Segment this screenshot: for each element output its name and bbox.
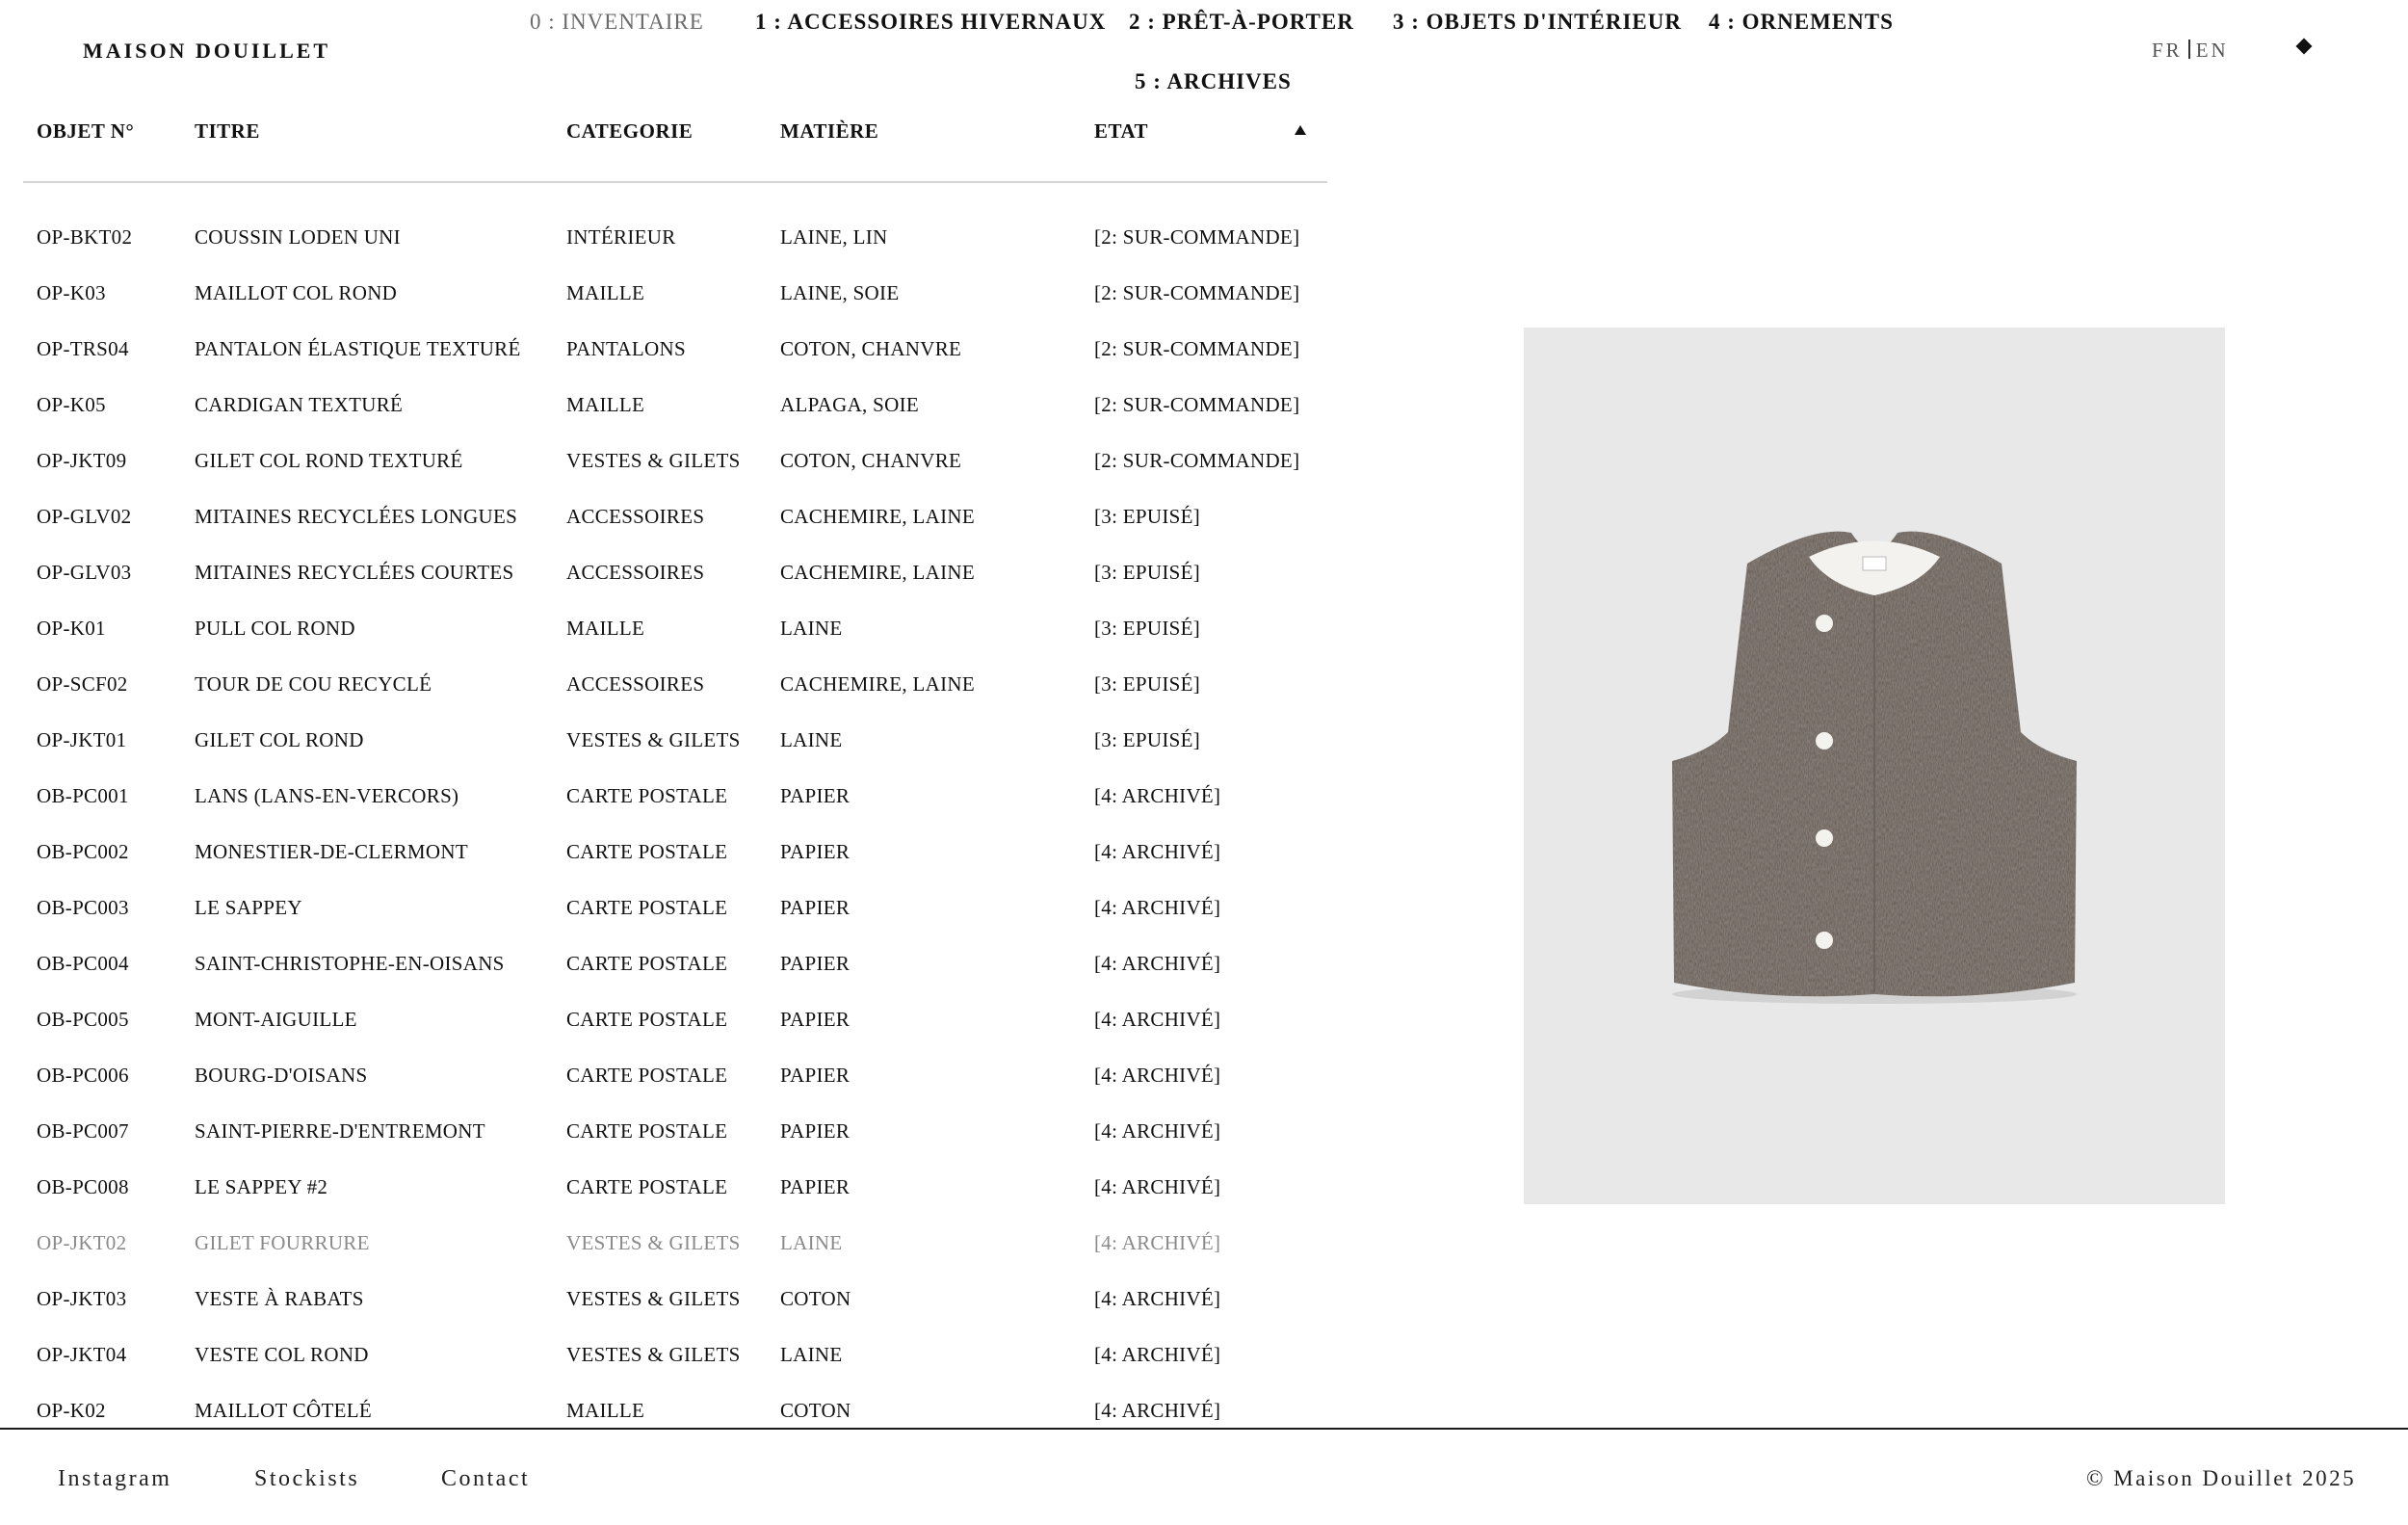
table-row[interactable] [23, 1383, 1327, 1428]
cell-categorie: CARTE POSTALE [566, 952, 728, 975]
cell-titre: MONESTIER-DE-CLERMONT [195, 840, 468, 863]
cell-categorie: PANTALONS [566, 337, 686, 360]
cell-categorie: MAILLE [566, 393, 645, 416]
cell-categorie: MAILLE [566, 617, 645, 640]
cell-titre: GILET COL ROND TEXTURÉ [195, 449, 463, 472]
table-row[interactable] [23, 1272, 1327, 1328]
cell-categorie: CARTE POSTALE [566, 1064, 728, 1087]
table-row[interactable] [23, 378, 1327, 434]
cell-categorie: MAILLE [566, 1399, 645, 1422]
table-row[interactable] [23, 1048, 1327, 1104]
cell-categorie: VESTES & GILETS [566, 449, 741, 472]
cell-titre: LE SAPPEY [195, 896, 302, 919]
table-row[interactable] [23, 210, 1327, 266]
cell-etat: [2: SUR-COMMANDE] [1094, 225, 1300, 249]
cell-titre: GILET FOURRURE [195, 1231, 370, 1254]
cell-etat: [4: ARCHIVÉ] [1094, 1008, 1221, 1031]
table-row[interactable] [23, 1328, 1327, 1383]
cell-titre: GILET COL ROND [195, 728, 364, 751]
cell-matiere: PAPIER [780, 952, 851, 975]
cell-titre: MONT-AIGUILLE [195, 1008, 357, 1031]
table-row[interactable] [23, 1216, 1327, 1272]
table-row[interactable] [23, 713, 1327, 769]
lang-en[interactable]: EN [2195, 39, 2229, 62]
cell-etat: [4: ARCHIVÉ] [1094, 1064, 1221, 1087]
cell-categorie: MAILLE [566, 281, 645, 304]
cell-objet: OB-PC002 [37, 840, 129, 863]
cell-categorie: ACCESSOIRES [566, 561, 705, 584]
cell-objet: OB-PC008 [37, 1175, 129, 1198]
cell-categorie: CARTE POSTALE [566, 840, 728, 863]
copyright: © Maison Douillet 2025 [2086, 1466, 2357, 1490]
table-row[interactable] [23, 936, 1327, 992]
cell-etat: [2: SUR-COMMANDE] [1094, 337, 1300, 360]
sort-ascending-icon[interactable] [1295, 125, 1306, 135]
cell-matiere: CACHEMIRE, LAINE [780, 561, 975, 584]
cell-titre: MITAINES RECYCLÉES LONGUES [195, 505, 518, 528]
cell-objet: OP-JKT03 [37, 1287, 127, 1310]
cell-etat: [2: SUR-COMMANDE] [1094, 449, 1300, 472]
table-row[interactable] [23, 1104, 1327, 1160]
cell-objet: OP-JKT02 [37, 1231, 127, 1254]
table-row[interactable] [23, 657, 1327, 713]
cell-titre: LE SAPPEY #2 [195, 1175, 328, 1198]
cell-categorie: VESTES & GILETS [566, 1287, 741, 1310]
cell-etat: [4: ARCHIVÉ] [1094, 1287, 1221, 1310]
cell-titre: TOUR DE COU RECYCLÉ [195, 672, 432, 696]
cell-matiere: LAINE [780, 728, 843, 751]
cell-titre: LANS (LANS-EN-VERCORS) [195, 784, 459, 807]
cell-objet: OP-K02 [37, 1399, 106, 1422]
nav-item-accessoires[interactable]: 1 : ACCESSOIRES HIVERNAUX [755, 10, 1107, 34]
cell-etat: [4: ARCHIVÉ] [1094, 896, 1221, 919]
table-row[interactable] [23, 769, 1327, 825]
cell-objet: OB-PC001 [37, 784, 129, 807]
header-matiere[interactable]: MATIÈRE [780, 119, 879, 143]
cell-objet: OP-K03 [37, 281, 106, 304]
cell-categorie: ACCESSOIRES [566, 505, 705, 528]
table-row[interactable] [23, 992, 1327, 1048]
cell-etat: [3: EPUISÉ] [1094, 728, 1201, 751]
cell-etat: [4: ARCHIVÉ] [1094, 1175, 1221, 1198]
cell-etat: [4: ARCHIVÉ] [1094, 840, 1221, 863]
main-nav [0, 0, 2408, 106]
cell-objet: OB-PC004 [37, 952, 129, 975]
cell-objet: OP-GLV02 [37, 505, 132, 528]
cell-categorie: ACCESSOIRES [566, 672, 705, 696]
cell-etat: [4: ARCHIVÉ] [1094, 952, 1221, 975]
cell-etat: [4: ARCHIVÉ] [1094, 1343, 1221, 1366]
cell-etat: [2: SUR-COMMANDE] [1094, 281, 1300, 304]
cell-matiere: COTON [780, 1287, 851, 1310]
cell-objet: OP-K05 [37, 393, 106, 416]
cell-categorie: VESTES & GILETS [566, 1231, 741, 1254]
cell-titre: PANTALON ÉLASTIQUE TEXTURÉ [195, 337, 521, 360]
footer [0, 1428, 2408, 1525]
cell-objet: OP-SCF02 [37, 672, 128, 696]
cell-categorie: CARTE POSTALE [566, 784, 728, 807]
cell-matiere: LAINE, SOIE [780, 281, 900, 304]
cell-objet: OB-PC003 [37, 896, 129, 919]
cell-titre: BOURG-D'OISANS [195, 1064, 368, 1087]
cell-categorie: CARTE POSTALE [566, 896, 728, 919]
cell-matiere: LAINE [780, 1231, 843, 1254]
cell-matiere: LAINE [780, 1343, 843, 1366]
table-row[interactable] [23, 266, 1327, 322]
table-row[interactable] [23, 881, 1327, 936]
cell-etat: [4: ARCHIVÉ] [1094, 784, 1221, 807]
table-row[interactable] [23, 322, 1327, 378]
cell-matiere: COTON, CHANVRE [780, 449, 962, 472]
cell-objet: OP-JKT09 [37, 449, 127, 472]
cell-matiere: PAPIER [780, 1175, 851, 1198]
table-row[interactable] [23, 1160, 1327, 1216]
nav-item-ornements[interactable]: 4 : ORNEMENTS [1709, 10, 1894, 34]
cell-matiere: LAINE, LIN [780, 225, 888, 249]
cell-categorie: INTÉRIEUR [566, 225, 676, 249]
cell-matiere: PAPIER [780, 1119, 851, 1143]
cell-matiere: COTON [780, 1399, 851, 1422]
cell-etat: [4: ARCHIVÉ] [1094, 1231, 1221, 1254]
cell-objet: OB-PC007 [37, 1119, 129, 1143]
language-switcher [2152, 39, 2229, 63]
cell-matiere: CACHEMIRE, LAINE [780, 505, 975, 528]
cell-etat: [4: ARCHIVÉ] [1094, 1119, 1221, 1143]
cell-etat: [2: SUR-COMMANDE] [1094, 393, 1300, 416]
cell-objet: OP-K01 [37, 617, 106, 640]
header-objet[interactable]: OBJET N° [37, 119, 135, 143]
cell-objet: OB-PC006 [37, 1064, 129, 1087]
footer-link-stockists[interactable]: Stockists [254, 1466, 360, 1491]
cell-titre: SAINT-PIERRE-D'ENTREMONT [195, 1119, 485, 1143]
cell-matiere: PAPIER [780, 784, 851, 807]
cell-etat: [3: EPUISÉ] [1094, 617, 1201, 640]
vest-illustration [1524, 328, 2225, 1204]
cell-categorie: CARTE POSTALE [566, 1175, 728, 1198]
cell-categorie: CARTE POSTALE [566, 1008, 728, 1031]
cell-matiere: LAINE [780, 617, 843, 640]
cell-titre: PULL COL ROND [195, 617, 355, 640]
footer-link-contact[interactable]: Contact [441, 1466, 531, 1491]
cell-matiere: CACHEMIRE, LAINE [780, 672, 975, 696]
cell-titre: SAINT-CHRISTOPHE-EN-OISANS [195, 952, 505, 975]
cell-matiere: PAPIER [780, 1008, 851, 1031]
table-row[interactable] [23, 489, 1327, 545]
cell-etat: [3: EPUISÉ] [1094, 505, 1201, 528]
header-categorie[interactable]: CATEGORIE [566, 119, 694, 143]
product-preview-image [1524, 328, 2225, 1204]
cell-titre: CARDIGAN TEXTURÉ [195, 393, 404, 416]
brand-logo[interactable]: MAISON DOUILLET [83, 39, 331, 63]
table-header [23, 112, 1327, 183]
cell-matiere: PAPIER [780, 896, 851, 919]
table-row[interactable] [23, 545, 1327, 601]
footer-link-instagram[interactable]: Instagram [58, 1466, 172, 1491]
cell-objet: OB-PC005 [37, 1008, 129, 1031]
cell-titre: VESTE COL ROND [195, 1343, 369, 1366]
cell-matiere: ALPAGA, SOIE [780, 393, 920, 416]
cell-titre: MITAINES RECYCLÉES COURTES [195, 561, 514, 584]
cell-objet: OP-JKT04 [37, 1343, 127, 1366]
cell-titre: MAILLOT COL ROND [195, 281, 398, 304]
cell-categorie: VESTES & GILETS [566, 1343, 741, 1366]
cell-categorie: CARTE POSTALE [566, 1119, 728, 1143]
cell-matiere: PAPIER [780, 840, 851, 863]
cell-objet: OP-JKT01 [37, 728, 127, 751]
nav-item-objets-interieur[interactable]: 3 : OBJETS D'INTÉRIEUR [1393, 10, 1682, 34]
inventory-table [23, 112, 1327, 1428]
cell-etat: [3: EPUISÉ] [1094, 672, 1201, 696]
cell-etat: [4: ARCHIVÉ] [1094, 1399, 1221, 1422]
cell-matiere: COTON, CHANVRE [780, 337, 962, 360]
cell-titre: COUSSIN LODEN UNI [195, 225, 401, 249]
table-row[interactable] [23, 825, 1327, 881]
nav-item-inventaire[interactable]: 0 : INVENTAIRE [530, 10, 704, 34]
nav-item-pret-a-porter[interactable]: 2 : PRÊT-À-PORTER [1129, 10, 1354, 34]
lang-divider [2188, 39, 2190, 59]
cell-titre: MAILLOT CÔTELÉ [195, 1399, 373, 1422]
cell-objet: OP-GLV03 [37, 561, 132, 584]
cell-objet: OP-BKT02 [37, 225, 133, 249]
header-titre[interactable]: TITRE [195, 119, 260, 143]
table-row[interactable] [23, 601, 1327, 657]
cell-categorie: VESTES & GILETS [566, 728, 741, 751]
header-etat[interactable]: ETAT [1094, 119, 1149, 143]
table-row[interactable] [23, 434, 1327, 489]
cell-etat: [3: EPUISÉ] [1094, 561, 1201, 584]
cell-titre: VESTE À RABATS [195, 1287, 364, 1310]
nav-item-archives[interactable]: 5 : ARCHIVES [1135, 69, 1292, 93]
cell-objet: OP-TRS04 [37, 337, 129, 360]
lang-fr[interactable]: FR [2152, 39, 2183, 62]
cell-matiere: PAPIER [780, 1064, 851, 1087]
